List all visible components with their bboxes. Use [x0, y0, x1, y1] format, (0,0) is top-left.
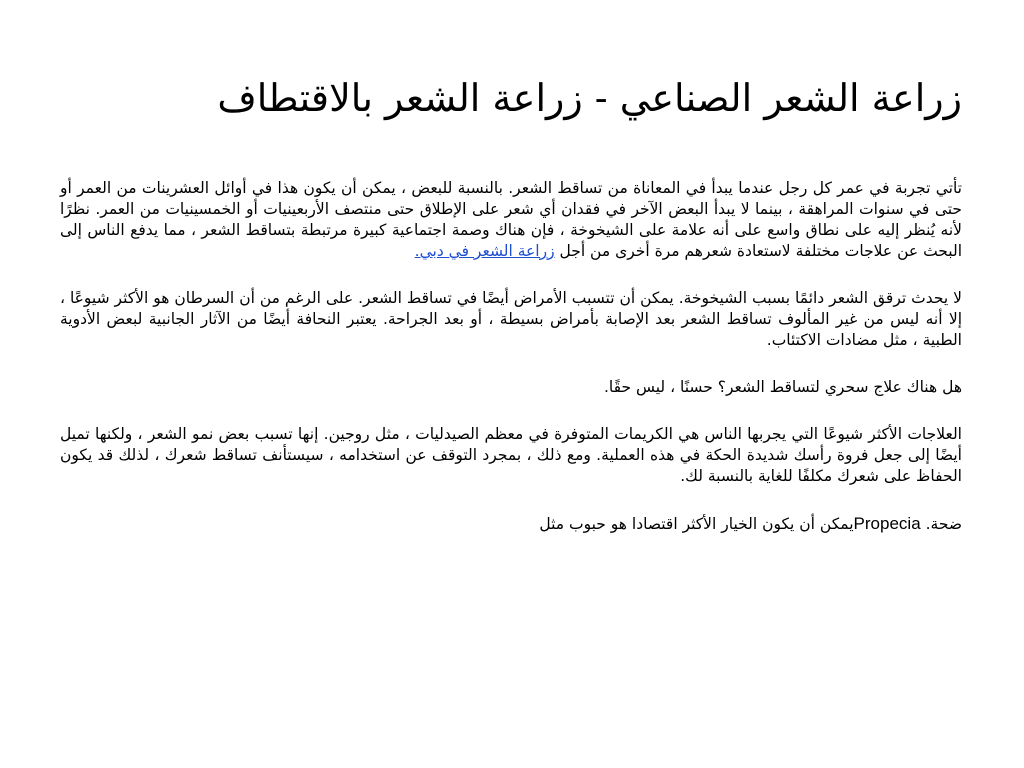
paragraph-2: لا يحدث ترقق الشعر دائمًا بسبب الشيخوخة. يمكن أن تتسبب الأمراض أيضًا في تساقط الشعر. على الرغم من أن السرطان هو الأكثر شيوعًا ، إلا أنه ليس من غير المألوف تساقط الشعر بعد الإصابة بأمراض بسيطة ، أو بعد الجراحة. يعتبر النحافة أيضًا من الآثار الجانبية لبعض الأدوية الطبية ، مثل مضادات الاكتئاب. — [60, 289, 962, 349]
paragraph-5-end: ضحة. — [920, 515, 962, 533]
paragraph-5 — [60, 513, 962, 535]
hair-transplant-dubai-link[interactable]: زراعة الشعر في دبي. — [414, 242, 555, 260]
paragraph-1-text: تأتي تجربة في عمر كل رجل عندما يبدأ في المعاناة من تساقط الشعر. بالنسبة للبعض ، يمكن أن يكون هذا في أوائل العشرينات من العمر أو حتى في سنوات المراهقة ، بينما لا يبدأ البعض الآخر في فقدان أي شعر على الإطلاق حتى منتصف الأربعينيات أو الخمسينيات من العمر. نظرًا لأنه يُنظر إليه على نطاق واسع على أنه علامة على الشيخوخة ، فإن هناك وصمة اجتماعية كبيرة مرتبطة بتساقط الشعر ، مما يدفع الناس إلى البحث عن علاجات مختلفة لاستعادة شعرهم مرة أخرى من أجل — [60, 179, 962, 260]
paragraph-4: العلاجات الأكثر شيوعًا التي يجربها الناس هي الكريمات المتوفرة في معظم الصيدليات ، مثل روجين. إنها تسبب بعض نمو الشعر ، ولكنها تميل أيضًا إلى جعل فروة رأسك شديدة الحكة في هذه العملية. ومع ذلك ، بمجرد التوقف عن استخدامه ، سيستأنف تساقط شعرك ، لذلك قد يكون الحفاظ على شعرك مكلفًا للغاية بالنسبة لك. — [60, 425, 962, 485]
paragraph-1 — [60, 178, 962, 262]
paragraph-5-start: يمكن أن يكون الخيار الأكثر اقتصادا هو حبوب مثل — [539, 515, 854, 533]
slide-title: زراعة الشعر الصناعي - زراعة الشعر بالاقتطاف — [217, 76, 962, 120]
slide-body — [60, 178, 962, 561]
propecia-brand: Propecia — [853, 514, 921, 533]
paragraph-3: هل هناك علاج سحري لتساقط الشعر؟ حسنًا ، ليس حقًا. — [603, 378, 962, 396]
